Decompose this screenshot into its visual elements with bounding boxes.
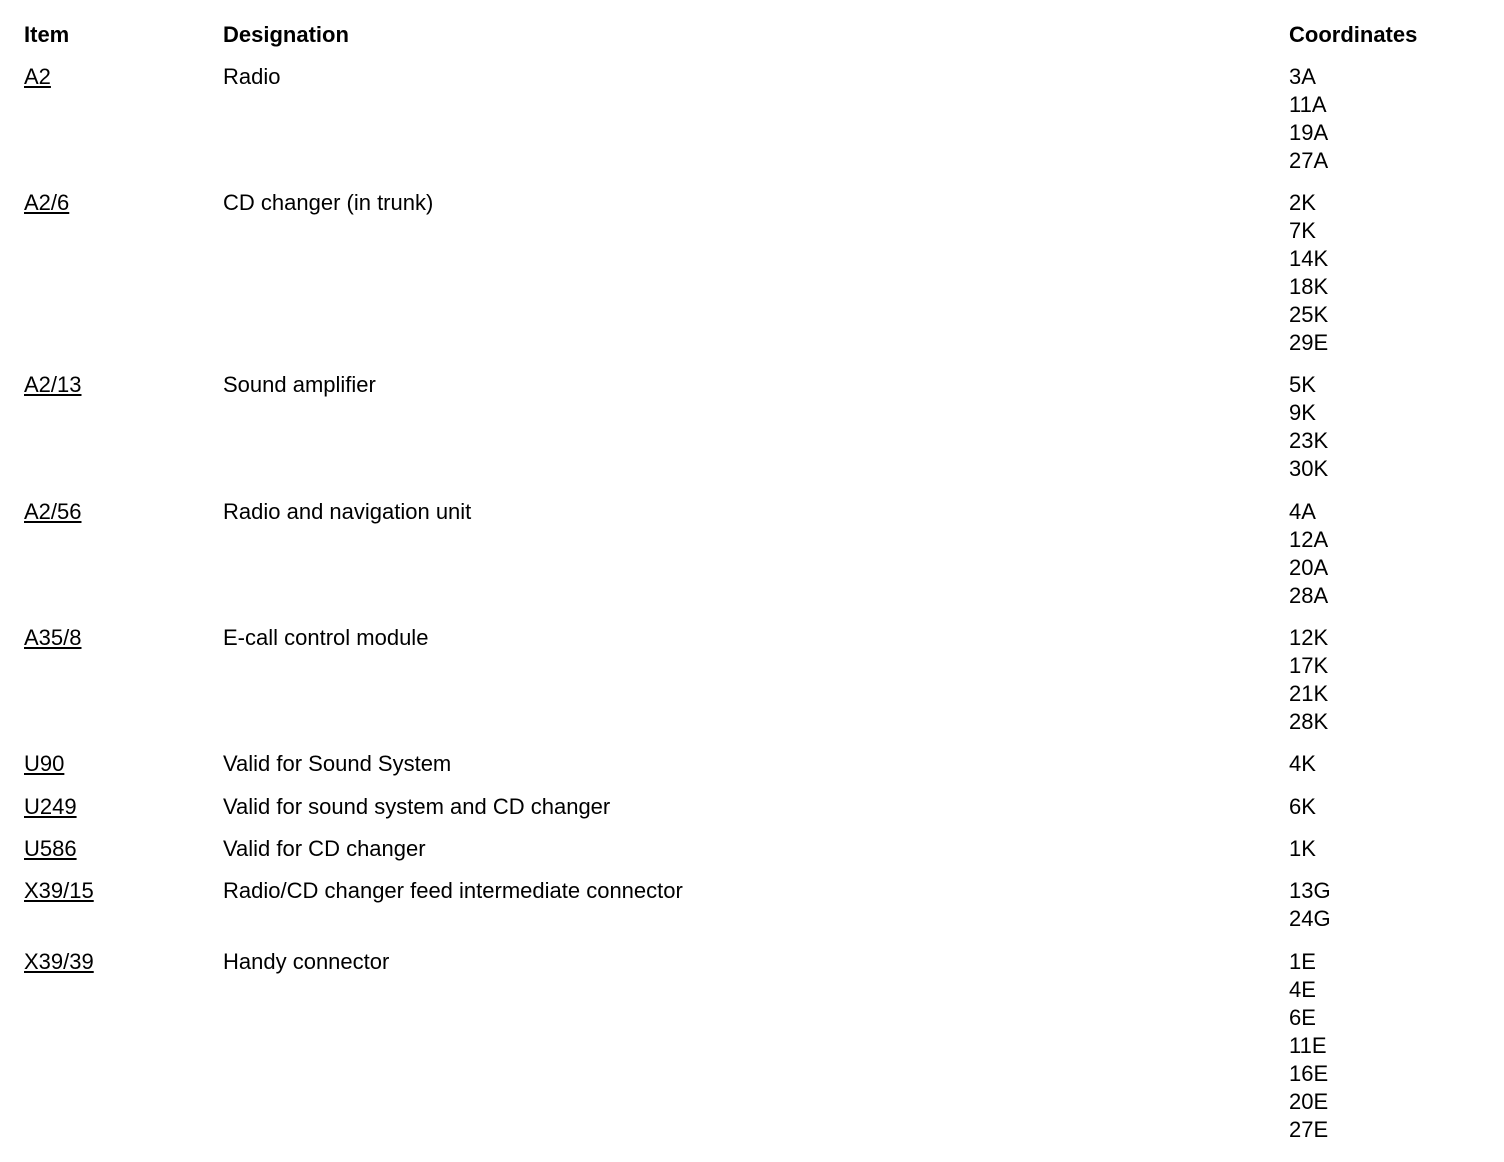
coordinates-cell: [1289, 793, 1316, 821]
item-link[interactable]: U249: [24, 794, 77, 819]
coordinates-cell: [1289, 189, 1328, 357]
coordinate-value: 6K: [1289, 794, 1316, 819]
coordinate-value: 24G: [1289, 906, 1331, 931]
coordinates-cell: [1289, 877, 1331, 933]
coordinate-value: 4E: [1289, 977, 1316, 1002]
designation-cell: E-call control module: [223, 625, 429, 650]
coordinate-value: 19A: [1289, 120, 1329, 145]
header-item: Item: [24, 22, 70, 47]
coordinates-cell: [1289, 498, 1328, 610]
coordinate-value: 29E: [1289, 330, 1329, 355]
header-coordinates: Coordinates: [1289, 22, 1418, 47]
coordinate-value: 20E: [1289, 1089, 1329, 1114]
item-link[interactable]: A2/13: [24, 372, 82, 397]
designation-cell: Sound amplifier: [223, 372, 376, 397]
item-link[interactable]: U90: [24, 751, 65, 776]
item-link[interactable]: A2/6: [24, 190, 70, 215]
coordinate-value: 28A: [1289, 583, 1329, 608]
item-link[interactable]: X39/39: [24, 949, 94, 974]
coordinate-value: 23K: [1289, 428, 1329, 453]
coordinate-value: 28K: [1289, 709, 1329, 734]
coordinate-value: 17K: [1289, 653, 1329, 678]
coordinate-value: 6E: [1289, 1005, 1316, 1030]
coordinates-cell: [1289, 624, 1328, 736]
coordinate-value: 25K: [1289, 302, 1329, 327]
designation-cell: Valid for Sound System: [223, 751, 452, 776]
coordinate-value: 7K: [1289, 218, 1316, 243]
coordinate-value: 21K: [1289, 681, 1329, 706]
coordinate-value: 1K: [1289, 836, 1316, 861]
coordinates-cell: [1289, 835, 1316, 863]
designation-cell: CD changer (in trunk): [223, 190, 434, 215]
designation-cell: Valid for sound system and CD changer: [223, 794, 611, 819]
coordinate-value: 18K: [1289, 274, 1329, 299]
coordinates-cell: [1289, 948, 1328, 1144]
designation-cell: Radio: [223, 64, 281, 89]
coordinates-cell: [1289, 750, 1316, 778]
coordinate-value: 1E: [1289, 949, 1316, 974]
coordinate-value: 11A: [1289, 92, 1327, 117]
coordinate-value: 5K: [1289, 372, 1316, 397]
header-designation: Designation: [223, 22, 349, 47]
designation-cell: Radio/CD changer feed intermediate connector: [223, 878, 683, 903]
coordinate-value: 2K: [1289, 190, 1316, 215]
item-link[interactable]: U586: [24, 836, 77, 861]
designation-cell: Valid for CD changer: [223, 836, 426, 861]
coordinate-value: 27E: [1289, 1117, 1329, 1142]
item-link[interactable]: A35/8: [24, 625, 82, 650]
coordinate-value: 14K: [1289, 246, 1329, 271]
coordinate-value: 13G: [1289, 878, 1331, 903]
coordinate-value: 9K: [1289, 400, 1316, 425]
item-link[interactable]: A2/56: [24, 499, 82, 524]
item-link[interactable]: A2: [24, 64, 51, 89]
coordinates-cell: [1289, 371, 1328, 483]
coordinate-value: 12A: [1289, 527, 1329, 552]
coordinate-value: 30K: [1289, 456, 1329, 481]
coordinate-value: 4K: [1289, 751, 1316, 776]
designation-cell: Radio and navigation unit: [223, 499, 472, 524]
coordinate-value: 11E: [1289, 1033, 1327, 1058]
item-link[interactable]: X39/15: [24, 878, 94, 903]
coordinates-cell: [1289, 63, 1328, 175]
coordinate-value: 3A: [1289, 64, 1316, 89]
coordinate-value: 4A: [1289, 499, 1316, 524]
coordinate-value: 12K: [1289, 625, 1329, 650]
designation-cell: Handy connector: [223, 949, 390, 974]
coordinate-value: 27A: [1289, 148, 1329, 173]
coordinate-value: 20A: [1289, 555, 1329, 580]
coordinate-value: 16E: [1289, 1061, 1329, 1086]
